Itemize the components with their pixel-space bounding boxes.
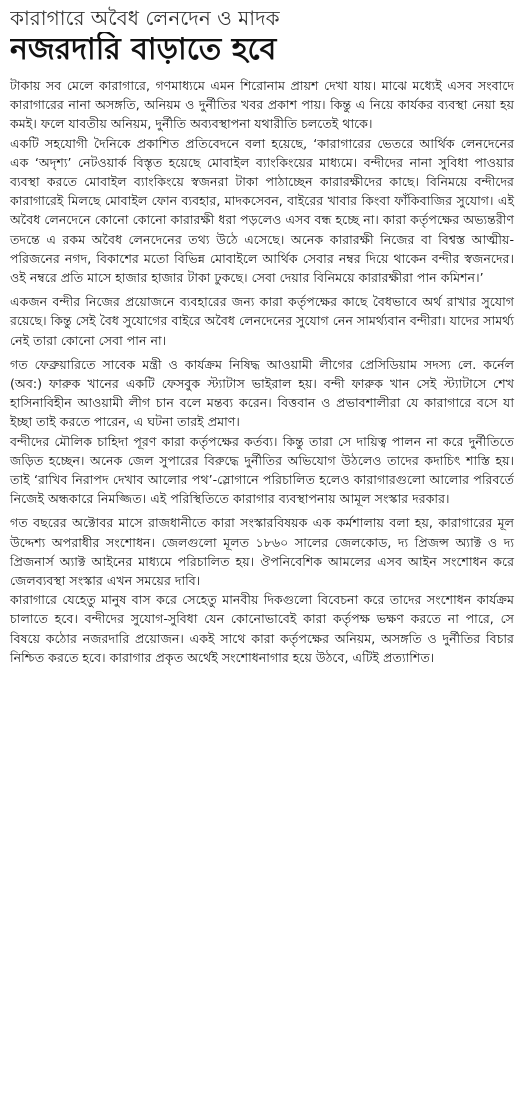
article-body bbox=[10, 76, 514, 667]
article-paragraph: টাকায় সব মেলে কারাগারে, গণমাধ্যমে এমন শিরোনাম প্রায়শ দেখা যায়। মাঝে মধ্যেই এসব সংবাদে কারাগারের নানা অসঙ্গতি, অনিয়ম ও দুর্নীতির খবর প্রকাশ পায়। কিন্তু এ নিয়ে কার্যকর ব্যবস্থা নেয়া হয় কমই। ফলে যাবতীয় অনিয়ম, দুর্নীতি অব্যবস্থাপনা যথারীতি চলতেই থাকে। bbox=[10, 78, 514, 132]
article-paragraph: কারাগারে যেহেতু মানুষ বাস করে সেহেতু মানবীয় দিকগুলো বিবেচনা করে তাদের সংশোধন কার্যক্রম চালাতে হবে। বন্দীদের সুযোগ-সুবিধা যেন কোনোভাবেই কারা কর্তৃপক্ষ ভক্ষণ করতে না পারে, সে বিষয়ে কঠোর নজরদারি প্রয়োজন। একই সাথে কারা কর্তৃপক্ষের অনিয়ম, অসঙ্গতি ও দুর্নীতির বিচার নিশ্চিত করতে হবে। কারাগার প্রকৃত অর্থেই সংশোধনাগার হয়ে উঠবে, এটিই প্রত্যাশিত। bbox=[10, 592, 514, 665]
article-paragraph: বন্দীদের মৌলিক চাহিদা পূরণ কারা কর্তৃপক্ষের কর্তব্য। কিন্তু তারা সে দায়িত্ব পালন না করে দুর্নীতিতে জড়িত হচ্ছেন। অনেক জেল সুপারের বিরুদ্ধে দুর্নীতির অভিযোগ উঠলেও তাদের কদাচিৎ শাস্তি হয়। তাই ‘রাখিব নিরাপদ দেখাব আলোর পথ’-স্লোগানে পরিচালিত হলেও কারাগারগুলো আলোর পরিবর্তে নিজেই অন্ধকারে নিমজ্জিত। এই পরিস্থিতিতে কারাগার ব্যবস্থাপনায় আমূল সংস্কার দরকার। bbox=[10, 433, 514, 507]
article-paragraph: গত বছরের অক্টোবর মাসে রাজধানীতে কারা সংস্কারবিষয়ক এক কর্মশালায় বলা হয়, কারাগারের মূল উদ্দেশ্য অপরাধীর সংশোধন। জেলগুলো মূলত ১৮৬০ সালের জেলকোড, দ্য প্রিজন্স অ্যাক্ট ও দ্য প্রিজনার্স অ্যাক্ট আইনের মাধ্যমে পরিচালিত হয়। ঔপনিবেশিক আমলের এসব আইন সংশোধন করে জেলব্যবস্থা সংস্কার এখন সময়ের দাবি। bbox=[10, 515, 514, 589]
article-headline: নজরদারি বাড়াতে হবে bbox=[10, 32, 277, 67]
article-paragraph: গত ফেব্রুয়ারিতে সাবেক মন্ত্রী ও কার্যক্রম নিষিদ্ধ আওয়ামী লীগের প্রেসিডিয়াম সদস্য লে. কর্নেল (অব:) ফারুক খানের একটি ফেসবুক স্ট্যাটাস ভাইরাল হয়। বন্দী ফারুক খান সেই স্ট্যাটাসে শেখ হাসিনাবিহীন আওয়ামী লীগ চান বলে মন্তব্য করেন। বিত্তবান ও প্রভাবশালীরা যে কারাগারে বসে যা ইচ্ছা তাই করতে পারেন, এ ঘটনা তারই প্রমাণ। bbox=[10, 356, 514, 430]
article-kicker: কারাগারে অবৈধ লেনদেন ও মাদক bbox=[10, 6, 280, 30]
article-paragraph: একজন বন্দীর নিজের প্রয়োজনে ব্যবহারের জন্য কারা কর্তৃপক্ষের কাছে বৈধভাবে অর্থ রাখার সুযোগ রয়েছে। কিন্তু সেই বৈধ সুযোগের বাইরে অবৈধ লেনদেনের সুযোগ নেন সামর্থ্যবান বন্দীরা। যাদের সামর্থ্য নেই তারা কোনো সেবা পান না। bbox=[10, 294, 514, 348]
article-paragraph: একটি সহযোগী দৈনিকে প্রকাশিত প্রতিবেদনে বলা হয়েছে, ‘কারাগারের ভেতরে আর্থিক লেনদেনের এক ‘অদৃশ্য’ নেটওয়ার্ক বিস্তৃত হয়েছে মোবাইল ব্যাংকিংয়ের মাধ্যমে। বন্দীদের নানা সুবিধা পাওয়ার ব্যবস্থা করতে মোবাইল ব্যাংকিংয়ে স্বজনরা টাকা পাঠাচ্ছেন কারারক্ষীদের কাছে। বিনিময়ে বন্দীদের কারাগারেই মিলছে মোবাইল ফোন ব্যবহার, মাদকসেবন, বাইরের খাবার কিংবা ফাঁকিবাজির সুযোগ। এই অবৈধ লেনদেনে কোনো কোনো কারারক্ষী ধরা পড়লেও এসব বন্ধ হচ্ছে না। কারা কর্তৃপক্ষের অভ্যন্তরীণ তদন্তে এ রকম অবৈধ লেনদেনের তথ্য উঠে এসেছে। অনেক কারারক্ষী নিজের বা বিশ্বস্ত আত্মীয়-পরিজনের নগদ, বিকাশের মতো বিভিন্ন মোবাইলে আর্থিক সেবার নম্বর দিয়ে থাকেন বন্দীর স্বজনদের। ওই নম্বরে প্রতি মাসে হাজার হাজার টাকা ঢুকছে। সেবা দেয়ার বিনিময়ে কারারক্ষীরা পান কমিশন।’ bbox=[10, 135, 514, 286]
